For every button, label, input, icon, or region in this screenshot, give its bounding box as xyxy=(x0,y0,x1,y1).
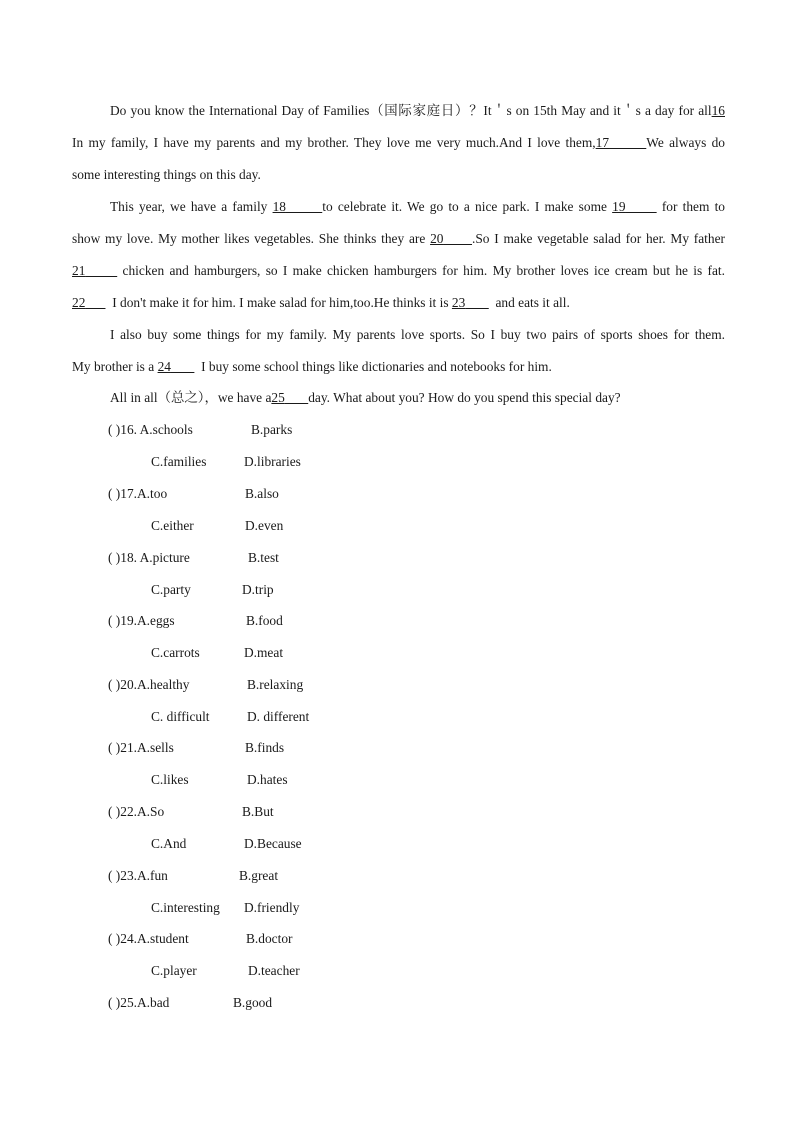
passage-line-9 xyxy=(0,357,794,377)
passage-text: for them to xyxy=(661,199,725,214)
option-b[interactable]: B.finds xyxy=(245,740,285,755)
question-stem[interactable]: ( )25.A.bad xyxy=(108,995,170,1010)
option-c[interactable]: C.likes xyxy=(151,772,189,787)
option-c[interactable]: C.party xyxy=(151,582,191,597)
option-d[interactable]: D.teacher xyxy=(248,963,300,978)
option-c[interactable]: C.carrots xyxy=(151,645,200,660)
blank-24[interactable]: 24 xyxy=(157,359,171,374)
passage-text: some interesting things on this day. xyxy=(72,167,261,182)
option-d[interactable]: D.friendly xyxy=(244,900,300,915)
option-c[interactable]: C.families xyxy=(151,454,207,469)
option-d[interactable]: D.trip xyxy=(242,582,274,597)
option-d[interactable]: D.hates xyxy=(247,772,288,787)
blank-17[interactable]: 17 xyxy=(595,135,610,150)
passage-line-7 xyxy=(0,293,794,313)
passage-line-10 xyxy=(0,388,794,408)
passage-text: chicken and hamburgers, so I make chicken hamburgers for him. My brother loves ice cream but he is fat. xyxy=(122,263,725,278)
passage-line-3 xyxy=(0,165,794,185)
passage-text: I also buy some things for my family. My parents love sports. So I buy two pairs of sports shoes for them. xyxy=(110,327,725,342)
blank-16[interactable]: 16 xyxy=(711,103,725,118)
option-c[interactable]: C. difficult xyxy=(151,709,210,724)
passage-text: All in all（总之），we have a xyxy=(110,390,272,405)
passage-text: Do you know the International Day of Families（国际家庭日）？It＇s on 15th May and it＇s a day for all xyxy=(110,103,712,118)
option-b[interactable]: B.But xyxy=(242,804,274,819)
passage-line-8 xyxy=(0,325,794,345)
passage-text: .So I make vegetable salad for her. My father xyxy=(472,231,725,246)
blank-23[interactable]: 23 xyxy=(451,295,466,310)
option-c[interactable]: C.interesting xyxy=(151,900,220,915)
option-d[interactable]: D.libraries xyxy=(244,454,301,469)
passage-line-5 xyxy=(0,229,794,249)
question-stem[interactable]: ( )22.A.So xyxy=(108,804,165,819)
passage-text: show my love. My mother likes vegetables. She thinks they are xyxy=(72,231,426,246)
option-b[interactable]: B.relaxing xyxy=(247,677,304,692)
question-stem[interactable]: ( )16. A.schools xyxy=(108,422,193,437)
option-b[interactable]: B.parks xyxy=(251,422,293,437)
question-stem[interactable]: ( )24.A.student xyxy=(108,931,189,946)
passage-line-6 xyxy=(0,261,794,281)
blank-25[interactable]: 25 xyxy=(271,390,285,405)
option-d[interactable]: D.Because xyxy=(244,836,302,851)
option-d[interactable]: D. different xyxy=(247,709,310,724)
option-d[interactable]: D.even xyxy=(245,518,284,533)
blank-18[interactable]: 18 xyxy=(272,199,286,214)
passage-text: I don't make it for him. I make salad for him,too.He thinks it is xyxy=(112,295,449,310)
option-c[interactable]: C.player xyxy=(151,963,197,978)
passage-text: My brother is a xyxy=(72,359,155,374)
passage-text: This year, we have a family xyxy=(110,199,268,214)
blank-22[interactable]: 22 xyxy=(72,295,86,310)
option-b[interactable]: B.also xyxy=(245,486,279,501)
passage-text: day. What about you? How do you spend this special day? xyxy=(308,390,621,405)
question-stem[interactable]: ( )19.A.eggs xyxy=(108,613,175,628)
option-c[interactable]: C.either xyxy=(151,518,194,533)
passage-text: and eats it all. xyxy=(495,295,570,310)
question-stem[interactable]: ( )20.A.healthy xyxy=(108,677,190,692)
passage-line-2 xyxy=(0,133,794,153)
passage-text: I buy some school things like dictionaries and notebooks for him. xyxy=(201,359,552,374)
question-stem[interactable]: ( )23.A.fun xyxy=(108,868,168,883)
option-b[interactable]: B.doctor xyxy=(246,931,293,946)
option-b[interactable]: B.great xyxy=(239,868,279,883)
blank-19[interactable]: 19 xyxy=(612,199,626,214)
passage-line-1 xyxy=(0,101,794,121)
passage-text: to celebrate it. We go to a nice park. I make some xyxy=(322,199,607,214)
blank-21[interactable]: 21 xyxy=(72,263,86,278)
passage-line-4 xyxy=(0,197,794,217)
question-stem[interactable]: ( )21.A.sells xyxy=(108,740,174,755)
question-stem[interactable]: ( )17.A.too xyxy=(108,486,168,501)
option-b[interactable]: B.food xyxy=(246,613,283,628)
question-stem[interactable]: ( )18. A.picture xyxy=(108,550,190,565)
passage-text: In my family, I have my parents and my brother. They love me very much.And I love them, xyxy=(72,135,596,150)
passage-text: We always do xyxy=(646,135,726,150)
option-b[interactable]: B.test xyxy=(248,550,279,565)
option-d[interactable]: D.meat xyxy=(244,645,284,660)
blank-20[interactable]: 20 xyxy=(430,231,444,246)
option-b[interactable]: B.good xyxy=(233,995,273,1010)
option-c[interactable]: C.And xyxy=(151,836,187,851)
